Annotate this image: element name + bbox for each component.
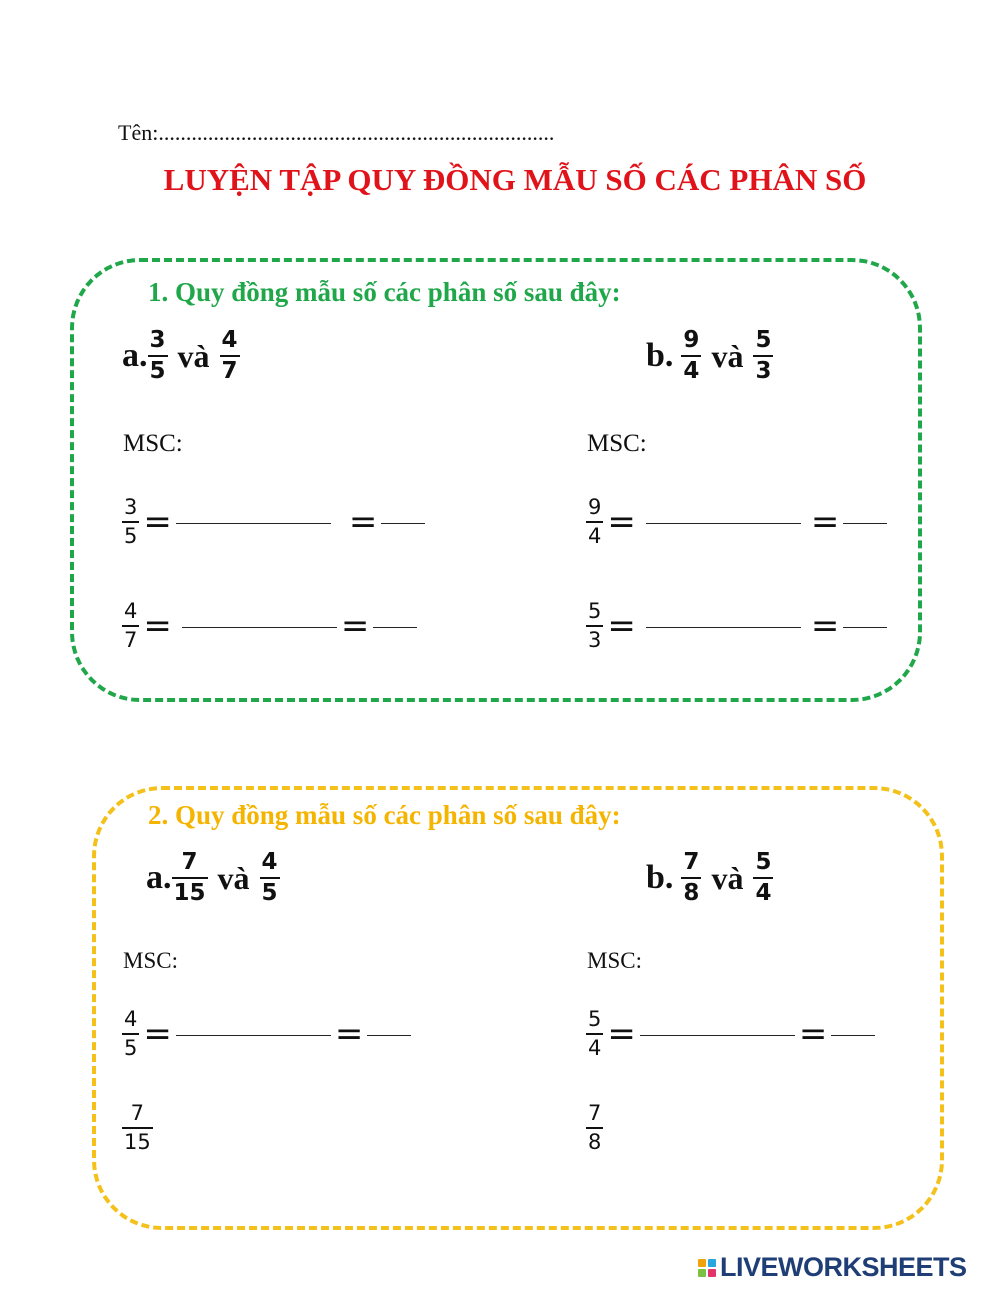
fraction xyxy=(148,326,168,386)
exercise-2a-row-1 xyxy=(122,1006,411,1062)
numerator: 5 xyxy=(755,849,772,875)
denominator: 3 xyxy=(588,628,602,652)
problem-label: a. xyxy=(146,859,172,896)
fraction xyxy=(122,1006,139,1062)
numerator: 5 xyxy=(588,1007,602,1031)
denominator: 5 xyxy=(149,358,166,384)
fraction xyxy=(681,326,701,386)
answer-blank-fraction[interactable] xyxy=(373,627,417,628)
denominator: 5 xyxy=(124,524,138,548)
equals-sign: = xyxy=(607,1014,636,1054)
denominator: 15 xyxy=(124,1130,151,1154)
exercise-2-title: 2. Quy đồng mẫu số các phân số sau đây: xyxy=(148,800,621,830)
numerator: 5 xyxy=(588,599,602,623)
numerator: 4 xyxy=(124,1007,138,1031)
answer-blank-fraction[interactable] xyxy=(367,1035,411,1036)
equals-sign: = xyxy=(607,502,636,542)
fraction xyxy=(172,848,208,908)
conjunction: và xyxy=(711,859,744,896)
exercise-2b-msc-label: MSC: xyxy=(587,948,642,973)
numerator: 3 xyxy=(124,495,138,519)
answer-blank-fraction[interactable] xyxy=(381,523,425,524)
equals-sign: = xyxy=(810,502,840,542)
problem-label: b. xyxy=(646,859,674,896)
denominator: 15 xyxy=(173,880,206,906)
equals-sign: = xyxy=(340,606,370,646)
conjunction: và xyxy=(177,337,210,374)
answer-blank[interactable] xyxy=(176,523,331,524)
fraction xyxy=(586,598,603,654)
numerator: 3 xyxy=(149,327,166,353)
exercise-1a-row-2 xyxy=(122,598,417,654)
exercise-2b-row-2 xyxy=(586,1100,603,1156)
equals-sign: = xyxy=(607,606,636,646)
exercise-1-title: 1. Quy đồng mẫu số các phân số sau đây: xyxy=(148,277,621,307)
answer-blank[interactable] xyxy=(640,1035,795,1036)
problem-label: b. xyxy=(646,337,674,374)
denominator: 5 xyxy=(124,1036,138,1060)
exercise-2b-row-1 xyxy=(586,1006,875,1062)
denominator: 5 xyxy=(261,880,278,906)
fraction xyxy=(586,494,603,550)
equals-sign: = xyxy=(143,606,172,646)
denominator: 7 xyxy=(124,628,138,652)
denominator: 4 xyxy=(683,358,700,384)
page-title: LUYỆN TẬP QUY ĐỒNG MẪU SỐ CÁC PHÂN SỐ xyxy=(163,162,867,197)
logo-text: LIVEWORKSHEETS xyxy=(720,1252,967,1282)
numerator: 9 xyxy=(683,327,700,353)
exercise-1b-msc-label: MSC: xyxy=(587,430,647,457)
fraction xyxy=(260,848,280,908)
denominator: 4 xyxy=(755,880,772,906)
answer-blank-fraction[interactable] xyxy=(831,1035,875,1036)
exercise-1a-row-1 xyxy=(122,494,425,550)
answer-blank[interactable] xyxy=(646,627,801,628)
fraction xyxy=(122,494,139,550)
answer-blank[interactable] xyxy=(646,523,801,524)
name-label: Tên: xyxy=(118,120,159,145)
denominator: 4 xyxy=(588,1036,602,1060)
conjunction: và xyxy=(711,337,744,374)
fraction xyxy=(681,848,701,908)
denominator: 8 xyxy=(683,880,700,906)
name-dots: ........................................................................ xyxy=(158,120,555,145)
equals-sign: = xyxy=(143,1014,172,1054)
fraction xyxy=(586,1006,603,1062)
exercise-1a-msc-label: MSC: xyxy=(123,430,183,457)
numerator: 4 xyxy=(221,327,238,353)
numerator: 5 xyxy=(755,327,772,353)
liveworksheets-logo-icon xyxy=(698,1259,716,1277)
numerator: 9 xyxy=(588,495,602,519)
answer-blank-fraction[interactable] xyxy=(843,523,887,524)
numerator: 4 xyxy=(124,599,138,623)
exercise-1b-row-1 xyxy=(586,494,887,550)
fraction xyxy=(220,326,240,386)
equals-sign: = xyxy=(143,502,172,542)
answer-blank-fraction[interactable] xyxy=(843,627,887,628)
answer-blank[interactable] xyxy=(176,1035,331,1036)
equals-sign: = xyxy=(798,1014,828,1054)
exercise-2-problem-a xyxy=(146,848,280,908)
exercise-1-problem-a xyxy=(122,326,240,386)
equals-sign: = xyxy=(334,1014,364,1054)
denominator: 4 xyxy=(588,524,602,548)
fraction xyxy=(586,1100,603,1156)
answer-blank[interactable] xyxy=(182,627,337,628)
numerator: 7 xyxy=(683,849,700,875)
student-name-line xyxy=(118,120,554,146)
liveworksheets-logo xyxy=(698,1252,967,1283)
fraction xyxy=(122,1100,153,1156)
conjunction: và xyxy=(217,859,250,896)
denominator: 7 xyxy=(221,358,238,384)
exercise-1b-row-2 xyxy=(586,598,887,654)
equals-sign: = xyxy=(810,606,840,646)
fraction xyxy=(122,598,139,654)
problem-label: a. xyxy=(122,337,148,374)
exercise-2a-row-2 xyxy=(122,1100,153,1156)
numerator: 7 xyxy=(588,1101,602,1125)
exercise-1-problem-b xyxy=(646,326,773,386)
exercise-2-problem-b xyxy=(646,848,773,908)
numerator: 7 xyxy=(130,1101,145,1125)
fraction xyxy=(753,848,773,908)
numerator: 4 xyxy=(261,849,278,875)
numerator: 7 xyxy=(181,849,198,875)
fraction xyxy=(753,326,773,386)
equals-sign: = xyxy=(348,502,378,542)
exercise-2a-msc-label: MSC: xyxy=(123,948,178,973)
denominator: 3 xyxy=(755,358,772,384)
denominator: 8 xyxy=(588,1130,602,1154)
